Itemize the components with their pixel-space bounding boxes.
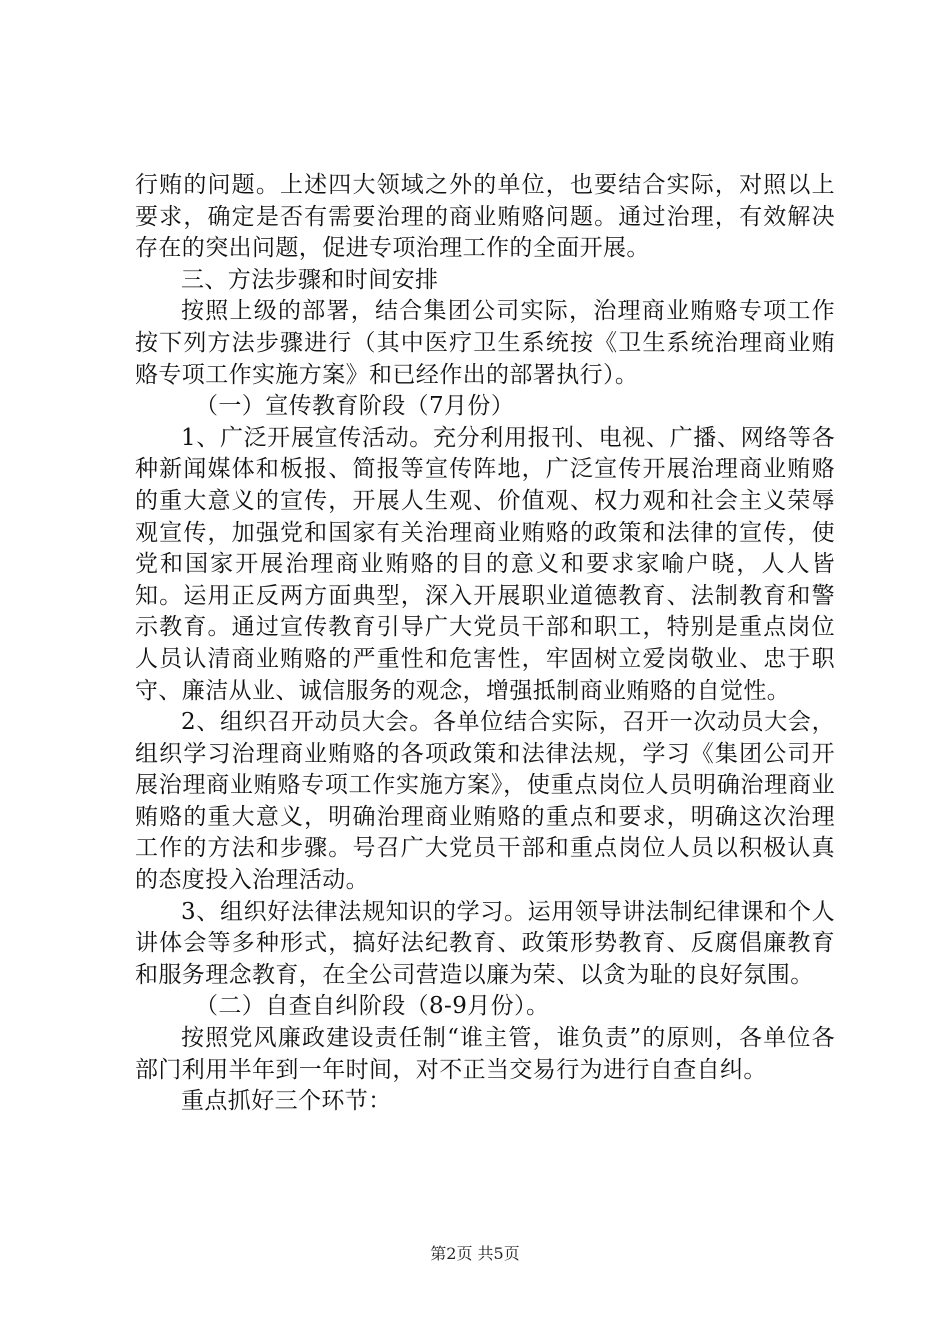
- subsection-heading-self-inspection-stage: （二）自查自纠阶段（8-9月份）。: [195, 993, 550, 1020]
- paragraph-self-inspection: 按照党风廉政建设责任制“谁主管，谁负责”的原则，各单位各部门利用半年到一年时间，对不正当交易行为进行自查自纠。: [135, 1025, 835, 1083]
- paragraph-item-1: 1、广泛开展宣传活动。充分利用报刊、电视、广播、网络等各种新闻媒体和板报、简报等宣传阵地，广泛宣传开展治理商业贿赂的重大意义的宣传，开展人生观、价值观、权力观和社会主义荣辱观宣传，加强党和国家有关治理商业贿赂的政策和法律的宣传，使党和国家开展治理商业贿赂的目的意义和要求家喻户晓，人人皆知。运用正反两方面典型，深入开展职业道德教育、法制教育和警示教育。通过宣传教育引导广大党员干部和职工，特别是重点岗位人员认清商业贿赂的严重性和危害性，牢固树立爱岗敬业、忠于职守、廉洁从业、诚信服务的观念，增强抵制商业贿赂的自觉性。: [135, 424, 835, 704]
- section-heading-methods-schedule: 三、方法步骤和时间安排: [181, 266, 439, 293]
- paragraph-continuation: 行贿的问题。上述四大领域之外的单位，也要结合实际，对照以上要求，确定是否有需要治理的商业贿赂问题。通过治理，有效解决存在的突出问题，促进专项治理工作的全面开展。: [135, 172, 835, 262]
- paragraph-item-2: 2、组织召开动员大会。各单位结合实际，召开一次动员大会，组织学习治理商业贿赂的各项政策和法律法规，学习《集团公司开展治理商业贿赂专项工作实施方案》，使重点岗位人员明确治理商业贿赂的重大意义，明确治理商业贿赂的重点和要求，明确这次治理工作的方法和步骤。号召广大党员干部和重点岗位人员以积极认真的态度投入治理活动。: [135, 709, 835, 894]
- paragraph-three-links: 重点抓好三个环节：: [181, 1088, 392, 1115]
- subsection-heading-publicity-stage: （一）宣传教育阶段（7月份）: [195, 393, 515, 420]
- page-number-footer: 第2页 共5页: [430, 1244, 520, 1263]
- document-body: [135, 170, 835, 1118]
- paragraph-methods-intro: 按照上级的部署，结合集团公司实际，治理商业贿赂专项工作按下列方法步骤进行（其中医疗卫生系统按《卫生系统治理商业贿赂专项工作实施方案》和已经作出的部署执行）。: [135, 298, 835, 388]
- paragraph-item-3: 3、组织好法律法规知识的学习。运用领导讲法制纪律课和个人讲体会等多种形式，搞好法纪教育、政策形势教育、反腐倡廉教育和服务理念教育，在全公司营造以廉为荣、以贪为耻的良好氛围。: [135, 898, 835, 988]
